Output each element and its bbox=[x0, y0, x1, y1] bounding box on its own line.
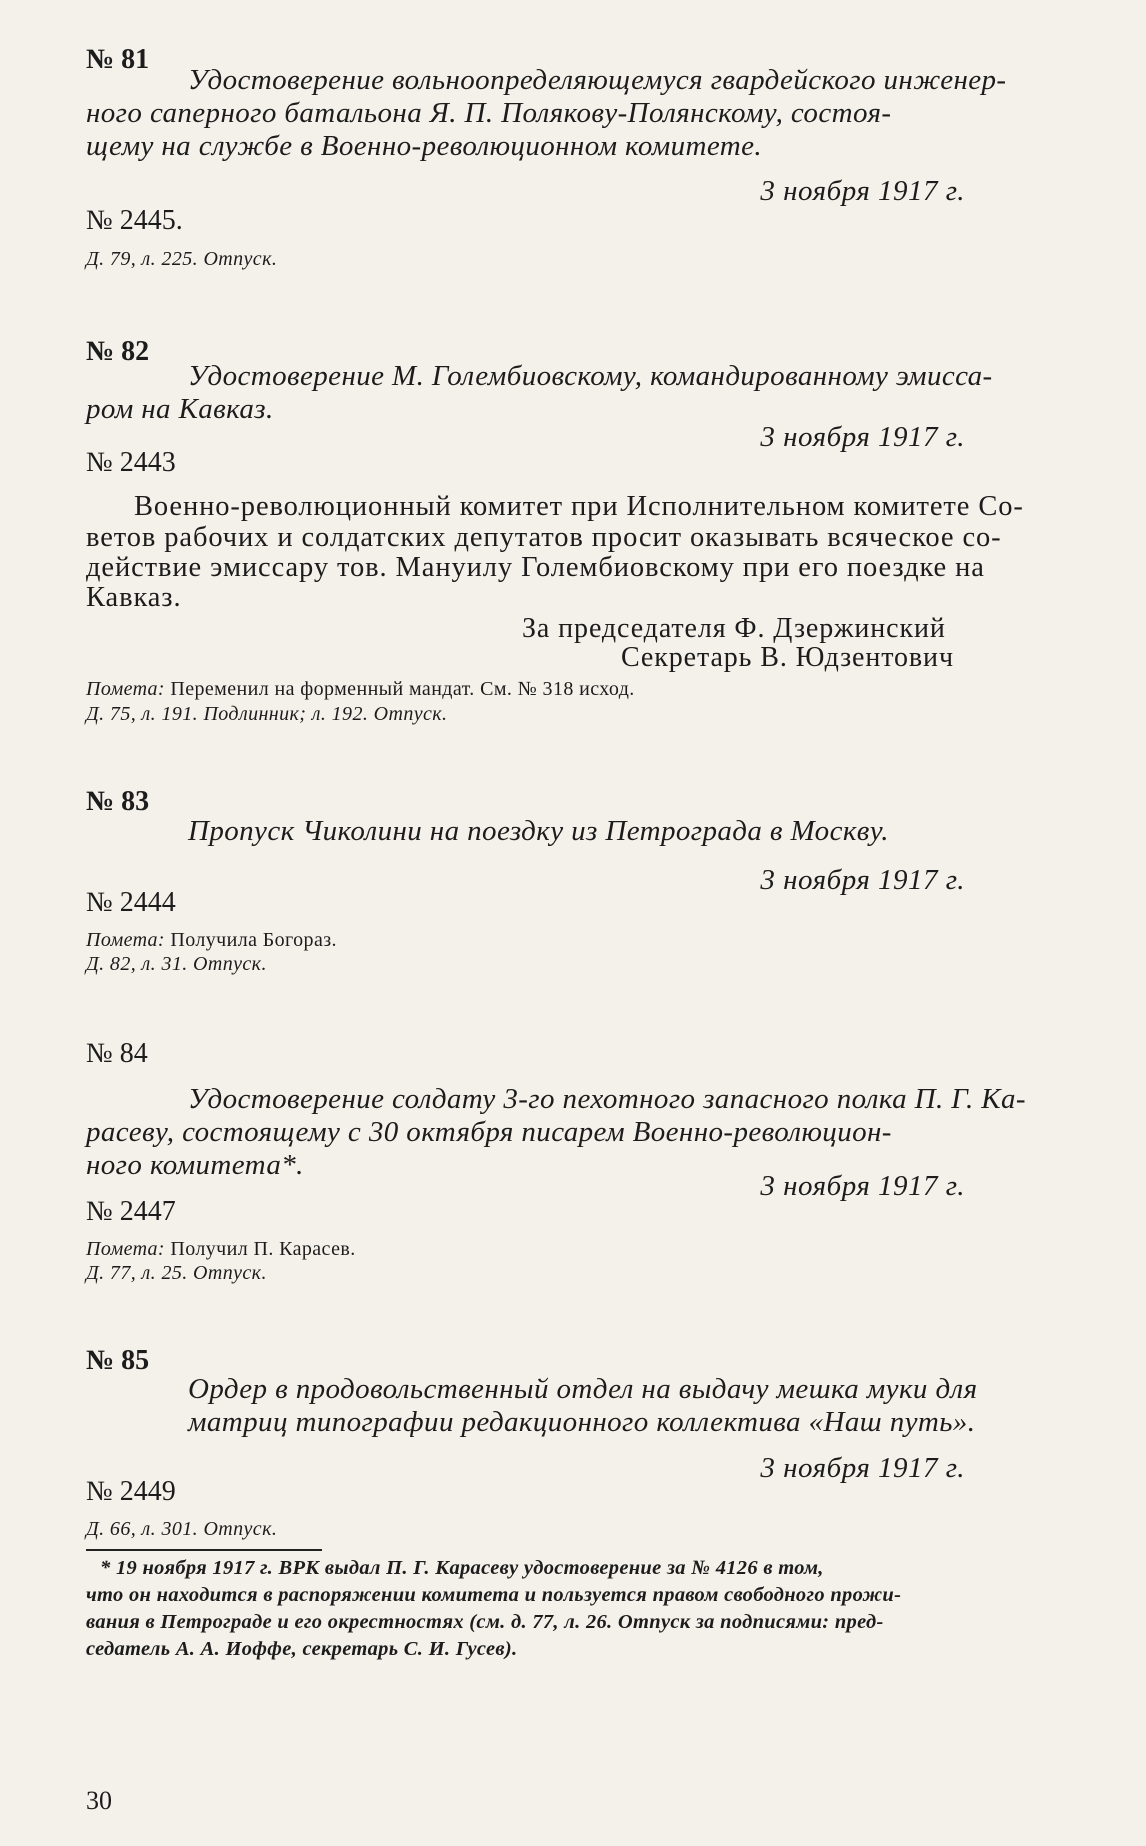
entry-title bbox=[86, 360, 1046, 426]
title-line: матриц типографии редакционного коллектива «Наш путь». bbox=[188, 1406, 976, 1438]
entry-title bbox=[86, 1373, 1046, 1439]
body-line: Военно-революционный комитет при Исполнительном комитете Со- bbox=[134, 491, 1024, 522]
entry-date: 3 ноября 1917 г. bbox=[760, 864, 965, 896]
page-number: 30 bbox=[86, 1786, 112, 1815]
entry-number: № 81 bbox=[86, 44, 150, 75]
signature-chair: За председателя Ф. Дзержинский bbox=[522, 613, 946, 644]
title-line: ного комитета*. bbox=[86, 1149, 304, 1181]
footnote-line: вания в Петрограде и его окрестностях (см. д. 77, л. 26. Отпуск за подписями: пред- bbox=[86, 1611, 884, 1633]
archive-reference: Д. 77, л. 25. Отпуск. bbox=[86, 1262, 267, 1284]
entry-title bbox=[86, 1083, 1046, 1182]
document-number: № 2447 bbox=[86, 1196, 176, 1227]
footnote-rule bbox=[86, 1549, 322, 1551]
title-line: Удостоверение вольноопределяющемуся гвардейского инженер- bbox=[188, 64, 1007, 96]
footnote-line: седатель А. А. Иоффе, секретарь С. И. Гусев). bbox=[86, 1638, 518, 1660]
entry-date: 3 ноября 1917 г. bbox=[760, 175, 965, 207]
title-line: Удостоверение М. Голембиовскому, командированному эмисса- bbox=[188, 360, 993, 392]
note-mark: Пометa: Получила Богораз. bbox=[86, 929, 337, 951]
title-line: щему на службе в Военно-революционном комитете. bbox=[86, 130, 763, 162]
title-line: Пропуск Чиколини на поездку из Петрограда в Москву. bbox=[188, 815, 889, 847]
entry-date: 3 ноября 1917 г. bbox=[760, 421, 965, 453]
document-number: № 2449 bbox=[86, 1476, 176, 1507]
body-line: ветов рабочих и солдатских депутатов просит оказывать всяческое со- bbox=[86, 522, 1002, 553]
entry-title bbox=[86, 64, 1046, 163]
title-line: ного саперного батальона Я. П. Полякову-Полянскому, состоя- bbox=[86, 97, 892, 129]
entry-date: 3 ноября 1917 г. bbox=[760, 1170, 965, 1202]
entry-number: № 82 bbox=[86, 336, 150, 367]
entry-title bbox=[86, 815, 1046, 848]
note-mark: Пометa: Получил П. Карасев. bbox=[86, 1238, 356, 1260]
title-line: расеву, состоящему с 30 октября писарем Военно-революцион- bbox=[86, 1116, 892, 1148]
body-line: Кавказ. bbox=[86, 582, 182, 613]
footnote bbox=[86, 1555, 1046, 1663]
archive-reference: Д. 82, л. 31. Отпуск. bbox=[86, 953, 267, 975]
title-line: Удостоверение солдату 3-го пехотного запасного полка П. Г. Ка- bbox=[188, 1083, 1026, 1115]
document-number: № 2445. bbox=[86, 205, 183, 236]
archive-reference: Д. 66, л. 301. Отпуск. bbox=[86, 1518, 278, 1540]
archive-reference: Д. 79, л. 225. Отпуск. bbox=[86, 248, 278, 270]
entry-date: 3 ноября 1917 г. bbox=[760, 1452, 965, 1484]
title-line: ром на Кавказ. bbox=[86, 393, 274, 425]
title-line: Ордер в продовольственный отдел на выдачу мешка муки для bbox=[188, 1373, 978, 1405]
signature-secretary: Секретарь В. Юдзентович bbox=[621, 642, 954, 673]
archive-reference: Д. 75, л. 191. Подлинник; л. 192. Отпуск. bbox=[86, 703, 448, 725]
entry-number: № 84 bbox=[86, 1038, 148, 1069]
footnote-line: * 19 ноября 1917 г. ВРК выдал П. Г. Карасеву удостоверение за № 4126 в том, bbox=[100, 1557, 824, 1579]
document-number: № 2443 bbox=[86, 447, 176, 478]
entry-number: № 83 bbox=[86, 786, 150, 817]
note-mark: Пометa: Переменил на форменный мандат. См. № 318 исход. bbox=[86, 678, 635, 700]
footnote-line: что он находится в распоряжении комитета и пользуется правом свободного прожи- bbox=[86, 1584, 902, 1606]
document-number: № 2444 bbox=[86, 887, 176, 918]
body-line: действие эмиссару тов. Мануилу Голембиовскому при его поездке на bbox=[86, 552, 985, 583]
entry-number: № 85 bbox=[86, 1345, 150, 1376]
